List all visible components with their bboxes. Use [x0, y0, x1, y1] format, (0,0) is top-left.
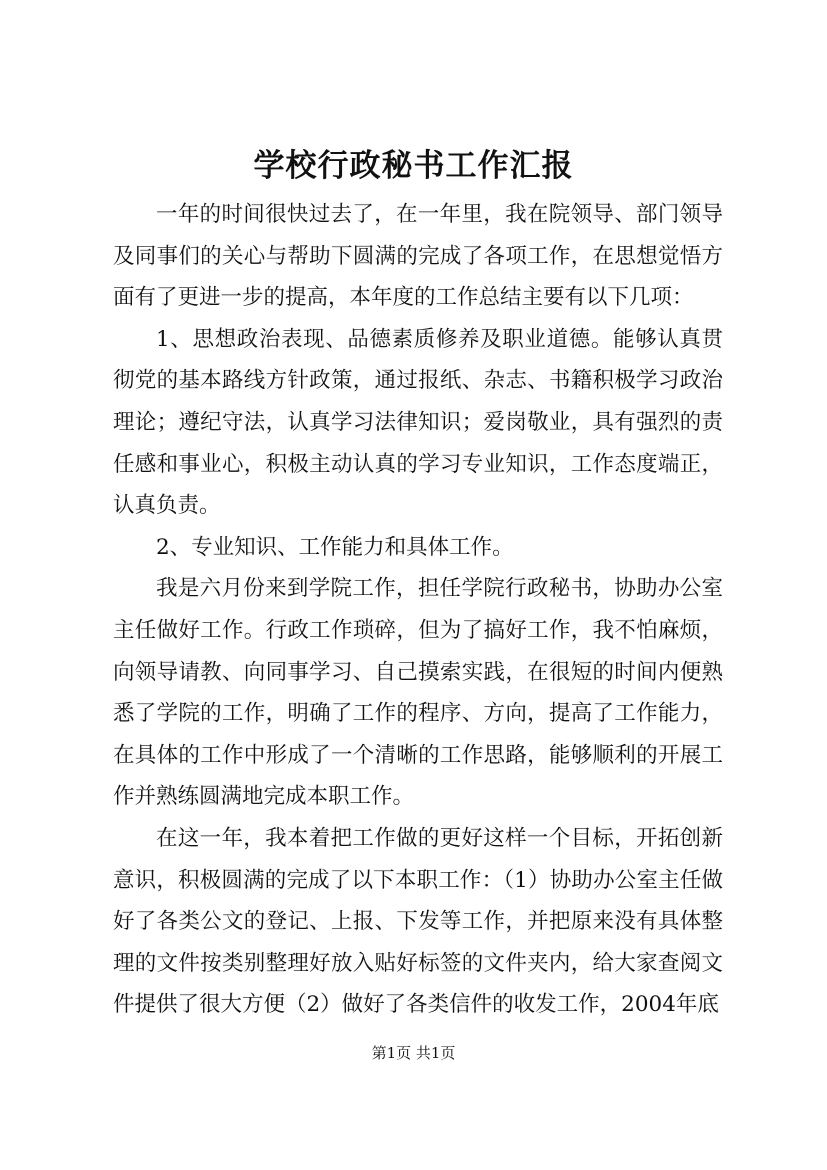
paragraph-work-ability: 我是六月份来到学院工作，担任学院行政秘书，协助办公室主任做好工作。行政工作琐碎，但为了搞好工作，我不怕麻烦，向领导请教、向同事学习、自己摸索实践，在很短的时间内便熟悉了学院的工作，明确了工作的程序、方向，提高了工作能力，在具体的工作中形成了一个清晰的工作思路，能够顺利的开展工作并熟练圆满地完成本职工作。: [113, 576, 723, 810]
paragraph-political-performance: 1、思想政治表现、品德素质修养及职业道德。能够认真贯彻党的基本路线方针政策，通过报纸、杂志、书籍积极学习政治理论；遵纪守法，认真学习法律知识；爱岗敬业，具有强烈的责任感和事业心，积极主动认真的学习专业知识，工作态度端正，认真负责。: [113, 326, 723, 519]
document-body: [113, 194, 723, 1026]
document-title: 学校行政秘书工作汇报: [253, 148, 574, 184]
paragraph-section-heading-2: 2、专业知识、工作能力和具体工作。: [156, 534, 514, 560]
page-number-footer: 第1页 共1页: [371, 1044, 456, 1062]
paragraph-intro: 一年的时间很快过去了，在一年里，我在院领导、部门领导及同事们的关心与帮助下圆满的完成了各项工作，在思想觉悟方面有了更进一步的提高，本年度的工作总结主要有以下几项：: [113, 202, 723, 311]
paragraph-duties: 在这一年，我本着把工作做的更好这样一个目标，开拓创新意识，积极圆满的完成了以下本职工作：（1）协助办公室主任做好了各类公文的登记、上报、下发等工作，并把原来没有具体整理的文件按类别整理好放入贴好标签的文件夹内，给大家查阅文件提供了很大方便（2）做好了各类信件的收发工作，2004年底: [113, 825, 723, 1018]
